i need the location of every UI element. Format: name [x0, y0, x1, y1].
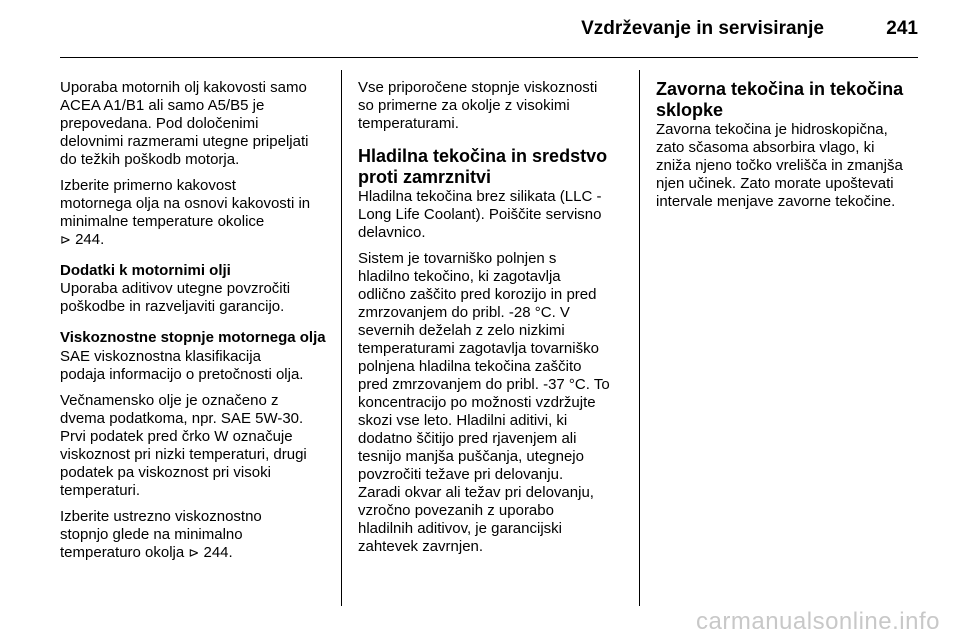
paragraph-viscosity-high-temp — [358, 79, 626, 133]
text-line: Izberite ustrezno viskoznostno — [60, 508, 262, 525]
text-line: severnih deželah z zelo nizkimi — [358, 322, 565, 339]
paragraph-coolant-protection — [358, 250, 626, 556]
section-oil-viscosity — [60, 329, 328, 562]
text-line: viskoznost pri nizki temperaturi, drugi — [60, 446, 307, 463]
text-line: tesnijo manjša puščanja, utegnejo — [358, 448, 584, 465]
text-line: Zavorna tekočina je hidroskopična, — [656, 121, 888, 138]
section-engine-oil-additives — [60, 262, 328, 316]
text-line: Izberite primerno kakovost — [60, 177, 236, 194]
text-line: Long Life Coolant). Poiščite servisno — [358, 206, 602, 223]
text-line: Večnamensko olje je označeno z — [60, 392, 279, 409]
paragraph-sae-classification — [60, 348, 328, 384]
text-line: temperaturami zagotavlja tovarniško — [358, 340, 599, 357]
text-line: motornega olja na osnovi kakovosti in — [60, 195, 311, 212]
text-line: njen učinek. Zato morate upoštevati — [656, 175, 894, 192]
text-line: Vse priporočene stopnje viskoznosti — [358, 79, 598, 96]
text-line: ACEA A1/B1 ali samo A5/B5 je — [60, 97, 265, 114]
heading-line: Hladilna tekočina in sredstvo — [358, 146, 608, 166]
paragraph-brake-fluid — [656, 121, 924, 211]
text-line: dvema podatkoma, npr. SAE 5W-30. — [60, 410, 304, 427]
text-line: delavnico. — [358, 224, 426, 241]
text-line: dodatno ščitijo pred rjavenjem ali — [358, 430, 577, 447]
text-line: povzročiti težave pri delovanju. — [358, 466, 564, 483]
text-line: Sistem je tovarniško polnjen s — [358, 250, 557, 267]
text-line: Uporaba aditivov utegne povzročiti — [60, 280, 291, 297]
column-3 — [656, 79, 924, 219]
heading-line: proti zamrznitvi — [358, 167, 492, 187]
text-line: hladilnih aditivov, je garancijski — [358, 520, 562, 537]
column-divider-2 — [639, 70, 640, 606]
text-line: podatek pa viskoznost pri visoki — [60, 464, 271, 481]
paragraph-oil-quality-warning — [60, 79, 328, 169]
text-line: hladilno tekočino, ki zagotavlja — [358, 268, 561, 285]
column-2 — [358, 79, 626, 564]
text-line: polnjena hladilna tekočina zaščito — [358, 358, 582, 375]
column-1 — [60, 79, 328, 570]
text-line: Prvi podatek pred črko W označuje — [60, 428, 293, 445]
section-heading-brake-fluid — [656, 79, 924, 121]
reference-page: 244. — [70, 231, 105, 248]
reference-arrow-icon: ⊳ — [188, 545, 200, 560]
page-reference-link[interactable] — [60, 231, 328, 249]
page-reference-link[interactable] — [188, 544, 232, 561]
reference-arrow-icon: ⊳ — [60, 232, 71, 247]
page-header — [0, 0, 960, 58]
paragraph-choose-viscosity — [60, 508, 328, 562]
text-line: delovnimi razmerami utegne pripeljati — [60, 133, 309, 150]
text-line: temperaturi. — [60, 482, 141, 499]
paragraph-choose-oil-quality — [60, 177, 328, 249]
heading-line: Zavorna tekočina in tekočina — [656, 79, 904, 99]
text-line: skozi vse leto. Hladilni aditivi, ki — [358, 412, 568, 429]
text-line: zniža njeno točko vrelišča in zmanjša — [656, 157, 903, 174]
page-number: 241 — [886, 18, 918, 39]
text-line: Hladilna tekočina brez silikata (LLC - — [358, 188, 602, 205]
text-line: SAE viskoznostna klasifikacija — [60, 348, 261, 365]
text-line: pred zmrzovanjem do pribl. -37 °C. To — [358, 376, 610, 393]
text-line: poškodbe in razveljaviti garancijo. — [60, 298, 285, 315]
paragraph-coolant-type — [358, 188, 626, 242]
text-line: so primerne za okolje z visokimi — [358, 97, 570, 114]
text-line: podaja informacijo o pretočnosti olja. — [60, 366, 304, 383]
text-line-with-reference — [60, 544, 328, 562]
page-title: Vzdrževanje in servisiranje — [581, 18, 824, 39]
text-line: zato sčasoma absorbira vlago, ki — [656, 139, 875, 156]
text-line: stopnjo glede na minimalno — [60, 526, 243, 543]
heading-line: sklopke — [656, 100, 724, 120]
text-line: vzročno povezanih z uporabo — [358, 502, 554, 519]
text-line: Zaradi okvar ali težav pri delovanju, — [358, 484, 594, 501]
header-divider — [60, 57, 918, 58]
section-heading-coolant — [358, 146, 626, 188]
text-line: minimalne temperature okolice — [60, 213, 265, 230]
text-line: intervale menjave zavorne tekočine. — [656, 193, 896, 210]
section-title: Dodatki k motornimi olji — [60, 262, 231, 279]
section-title: Viskoznostne stopnje motornega olja — [60, 329, 326, 346]
text-line: zahtevek zavrnjen. — [358, 538, 484, 555]
reference-page: 244. — [199, 544, 233, 561]
text-line: prepovedana. Pod določenimi — [60, 115, 259, 132]
text-line: temperaturami. — [358, 115, 459, 132]
text-line: odlično zaščito pred korozijo in pred — [358, 286, 597, 303]
paragraph-multigrade-oil — [60, 392, 328, 500]
column-divider-1 — [341, 70, 342, 606]
text-line: koncentracijo po možnosti vzdržujte — [358, 394, 596, 411]
text-line: Uporaba motornih olj kakovosti samo — [60, 79, 307, 96]
text-line: do težkih poškodb motorja. — [60, 151, 240, 168]
watermark: carmanualsonline.info — [696, 608, 940, 635]
text-fragment: temperaturo okolja — [60, 544, 189, 561]
text-line: zmrzovanjem do pribl. -28 °C. V — [358, 304, 570, 321]
